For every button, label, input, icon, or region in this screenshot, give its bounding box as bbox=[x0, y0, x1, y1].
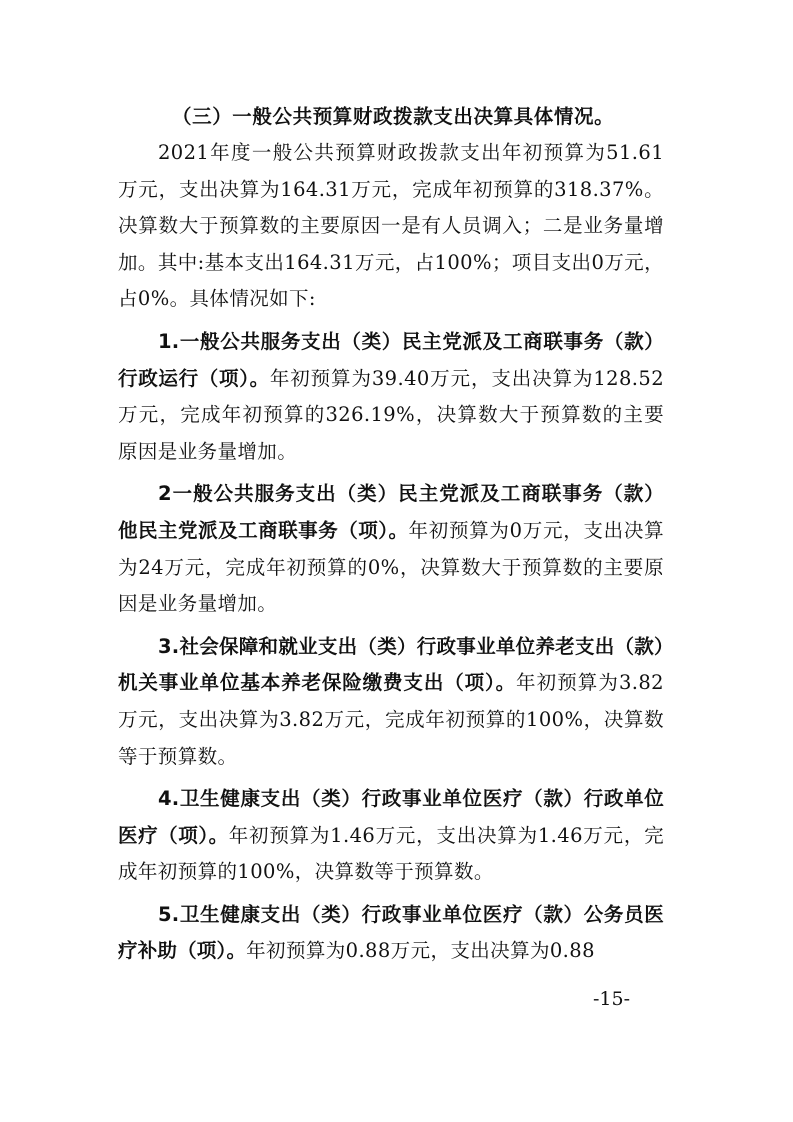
item-paragraph-1 bbox=[118, 324, 664, 470]
item-paragraph-3 bbox=[118, 629, 664, 775]
intro-paragraph: 2021年度一般公共预算财政拨款支出年初预算为51.61万元，支出决算为164.31万元，完成年初预算的318.37%。决算数大于预算数的主要原因一是有人员调入；二是业务量增加。其中:基本支出164.31万元，占100%；项目支出0万元，占0%。具体情况如下: bbox=[118, 141, 664, 311]
item-body: 年初预算为0万元，支出决算为24万元，完成年初预算的0%，决算数大于预算数的主要原因是业务量增加。 bbox=[118, 518, 664, 616]
item-body: 年初预算为39.40万元，支出决算为128.52万元，完成年初预算的326.19%，决算数大于预算数的主要原因是业务量增加。 bbox=[118, 366, 665, 463]
item-body: 年初预算为3.82万元，支出决算为3.82万元，完成年初预算的100%，决算数等于预算数。 bbox=[118, 671, 664, 768]
section-heading: （三）一般公共预算财政拨款支出决算具体情况。 bbox=[172, 105, 615, 128]
item-title: 3.社会保障和就业支出（类）行政事业单位养老支出（款）机关事业单位基本养老保险缴费支出（项）。 bbox=[118, 634, 664, 695]
item-paragraph-4 bbox=[118, 781, 664, 891]
item-body: 年初预算为0.88万元，支出决算为0.88 bbox=[246, 939, 595, 963]
item-body: 年初预算为1.46万元，支出决算为1.46万元，完成年初预算的100%，决算数等于预算数。 bbox=[118, 823, 665, 884]
item-title: 4.卫生健康支出（类）行政事业单位医疗（款）行政单位医疗（项）。 bbox=[118, 787, 664, 847]
item-title: 5.卫生健康支出（类）行政事业单位医疗（款）公务员医疗补助（项）。 bbox=[118, 902, 664, 963]
item-title: 1.一般公共服务支出（类）民主党派及工商联事务（款）行政运行（项）。 bbox=[118, 329, 664, 390]
document-body bbox=[118, 98, 664, 970]
item-title: 2一般公共服务支出（类）民主党派及工商联事务（款）他民主党派及工商联事务（项）。 bbox=[118, 482, 664, 542]
page-number: -15- bbox=[593, 988, 631, 1010]
item-paragraph-5 bbox=[118, 897, 664, 970]
item-paragraph-2 bbox=[118, 476, 664, 622]
